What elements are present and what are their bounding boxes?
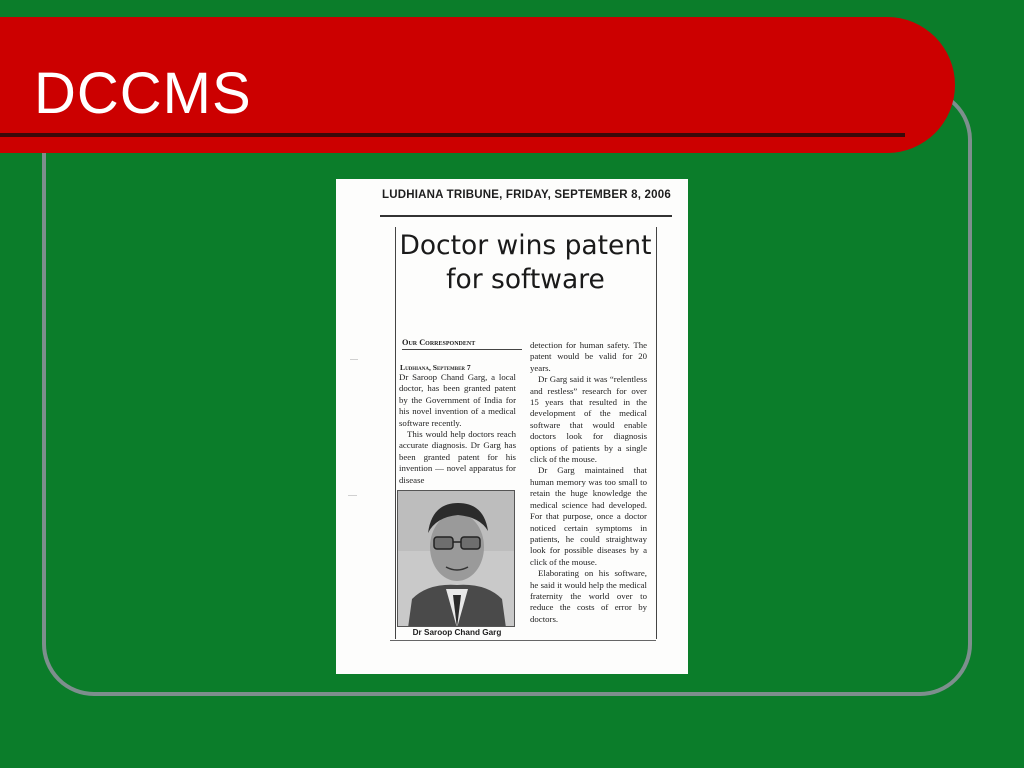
article-column-right bbox=[530, 340, 647, 625]
article-paragraph: Dr Garg maintained that human memory was too small to retain the huge knowledge the medical science had developed. For that purpose, once a doctor noticed certain symptoms in patients, he could straightway look for possible diseases by a click of the mouse. bbox=[530, 465, 647, 567]
photo-caption: Dr Saroop Chand Garg bbox=[412, 628, 502, 637]
slide-title: DCCMS bbox=[34, 61, 252, 126]
masthead: LUDHIANA TRIBUNE, FRIDAY, SEPTEMBER 8, 2006 bbox=[382, 189, 671, 201]
article-paragraph: Elaborating on his software, he said it would help the medical fraternity the world over to reduce the costs of error by doctors. bbox=[530, 568, 647, 624]
title-bar bbox=[0, 17, 955, 153]
title-underline bbox=[0, 133, 905, 137]
column-rule-left bbox=[395, 227, 396, 639]
portrait-illustration bbox=[398, 491, 515, 627]
column-rule-bottom bbox=[390, 640, 656, 641]
article-column-left bbox=[399, 372, 516, 486]
article-headline: Doctor wins patent for software bbox=[399, 230, 652, 295]
dateline: Ludhiana, September 7 bbox=[400, 363, 471, 372]
portrait-photo bbox=[397, 490, 515, 627]
scan-speck bbox=[348, 495, 357, 496]
byline: Our Correspondent bbox=[402, 338, 522, 350]
article-paragraph: detection for human safety. The patent would be valid for 20 years. bbox=[530, 340, 647, 373]
article-paragraph: Dr Garg said it was “relentless and restless” research for over 15 years that resulted in the development of the medical software that would enable doctors look for diagnosis options of patients by a single click of the mouse. bbox=[530, 374, 647, 465]
scan-speck bbox=[350, 359, 358, 360]
article-paragraph: Dr Saroop Chand Garg, a local doctor, has been granted patent by the Government of India for his novel invention of a medical software recently. bbox=[399, 372, 516, 428]
masthead-rule bbox=[380, 215, 672, 217]
column-rule-right bbox=[656, 227, 657, 639]
article-paragraph: This would help doctors reach accurate diagnosis. Dr Garg has been granted patent for his invention — novel apparatus for disease bbox=[399, 429, 516, 485]
newspaper-clipping-image bbox=[336, 179, 688, 674]
